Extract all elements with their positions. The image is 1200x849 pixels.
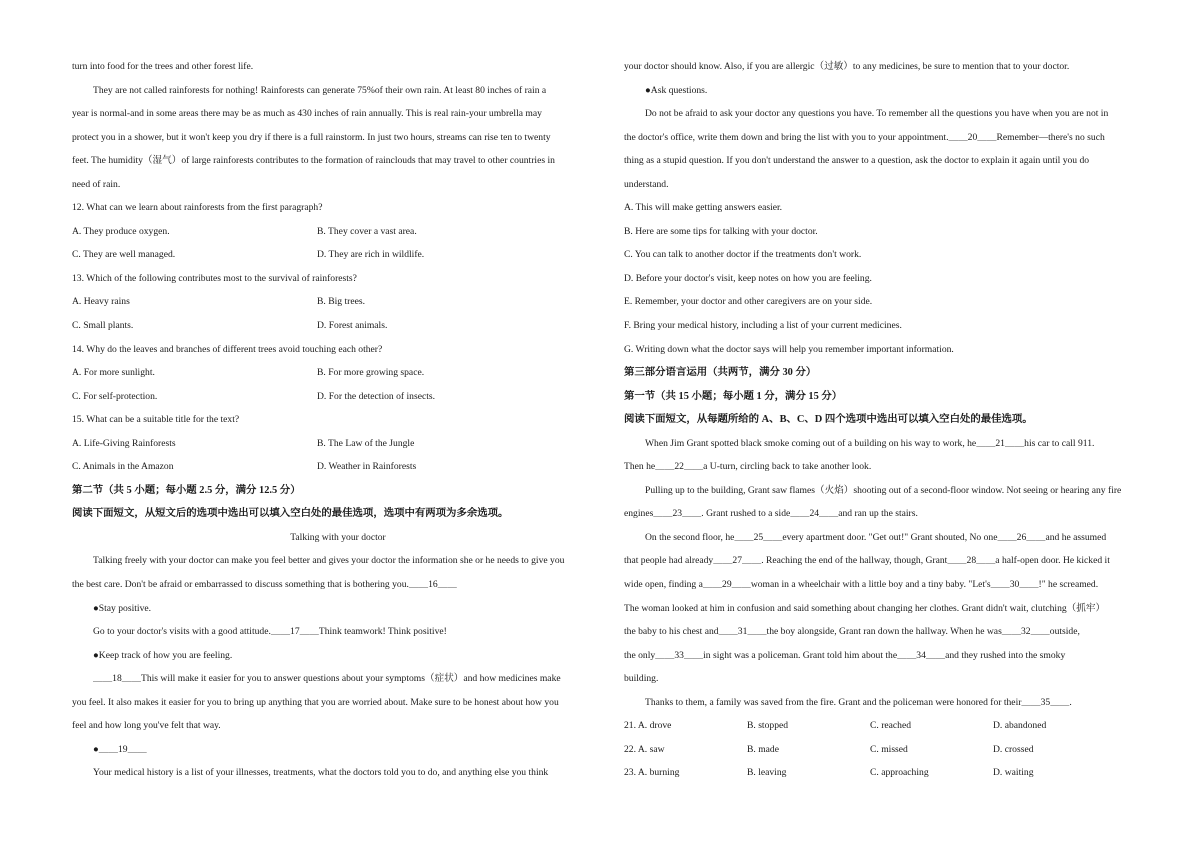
option-text: C. missed [870, 743, 908, 755]
section-heading: 阅读下面短文，从短文后的选项中选出可以填入空白处的最佳选项，选项中有两项为多余选项。 [72, 508, 509, 520]
option-text: C. reached [870, 720, 912, 732]
text-line: ●Stay positive. [93, 602, 152, 614]
option-row [72, 314, 604, 338]
text-line: Do not be afraid to ask your doctor any questions you have. To remember all the questions you have when you are not in [645, 108, 1109, 120]
option-text: A. They produce oxygen. [72, 225, 170, 237]
text-line: the baby to his chest and＿＿31＿＿the boy alongside, Grant ran down the hallway. When he was＿＿32＿＿outside, [624, 626, 1080, 638]
text-line: E. Remember, your doctor and other caregivers are on your side. [624, 296, 873, 308]
text-line: the only＿＿33＿＿in sight was a policeman. Grant told him about the＿＿34＿＿and they rushed into the smoky [624, 649, 1066, 661]
text-line: G. Writing down what the doctor says will help you remember important information. [624, 343, 954, 355]
text-line: that people had already＿＿27＿＿. Reaching the end of the hallway, though, Grant＿＿28＿＿a half-open door. He kicked it [624, 555, 1110, 567]
option-text: D. For the detection of insects. [317, 390, 436, 402]
option-row [72, 455, 604, 479]
text-line: feel and how long you've felt that way. [72, 720, 221, 732]
option-text: A. For more sunlight. [72, 367, 155, 379]
text-line: turn into food for the trees and other forest life. [72, 61, 254, 72]
text-line: On the second floor, he＿＿25＿＿every apartment door. "Get out!" Grant shouted, No one＿＿26＿＿and he assumed [645, 531, 1107, 543]
text-line: understand. [624, 178, 669, 190]
option-text: D. Weather in Rainforests [317, 461, 417, 473]
section-heading: 第二节（共 5 小题；每小题 2.5 分，满分 12.5 分） [72, 484, 301, 496]
option-text: C. Small plants. [72, 320, 134, 332]
text-line: you feel. It also makes it easier for you to bring up anything that you are worried about. Make sure to be honest about how you [72, 696, 559, 708]
option-text: D. waiting [993, 767, 1034, 779]
text-line: feet. The humidity（湿气）of large rainforests contributes to the formation of rainclouds that may travel to other countries in [72, 155, 555, 167]
option-row [72, 361, 604, 385]
option-row [624, 761, 1156, 785]
option-text: B. Big trees. [317, 296, 365, 308]
option-text: D. abandoned [993, 720, 1047, 732]
text-line: C. You can talk to another doctor if the treatments don't work. [624, 249, 862, 261]
text-line: 14. Why do the leaves and branches of different trees avoid touching each other? [72, 343, 383, 355]
text-line: ●Ask questions. [645, 84, 708, 96]
option-text: 23. A. burning [624, 767, 680, 779]
section-heading: 第一节（共 15 小题；每小题 1 分，满分 15 分） [624, 390, 843, 402]
text-line: B. Here are some tips for talking with your doctor. [624, 225, 818, 237]
text-line: F. Bring your medical history, including a list of your current medicines. [624, 320, 902, 332]
option-text: B. They cover a vast area. [317, 225, 417, 237]
option-text: B. leaving [747, 767, 787, 779]
passage-title: Talking with your doctor [290, 531, 386, 543]
text-line: year is normal-and in some areas there may be as much as 430 inches of rain annually. This is real rain-your umbrella may [72, 108, 542, 120]
option-text: B. stopped [747, 720, 789, 732]
option-text: B. For more growing space. [317, 367, 425, 379]
option-text: B. made [747, 743, 779, 755]
option-row [624, 714, 1156, 738]
option-text: A. Life-Giving Rainforests [72, 437, 176, 449]
text-line: A. This will make getting answers easier. [624, 202, 783, 214]
option-text: A. Heavy rains [72, 296, 130, 308]
text-line: 13. Which of the following contributes most to the survival of rainforests? [72, 272, 357, 284]
text-line: 15. What can be a suitable title for the text? [72, 414, 240, 426]
text-line: 12. What can we learn about rainforests from the first paragraph? [72, 202, 323, 214]
option-text: C. They are well managed. [72, 249, 176, 261]
text-line: Then he＿＿22＿＿a U-turn, circling back to take another look. [624, 461, 872, 473]
text-line: Pulling up to the building, Grant saw flames（火焰）shooting out of a second-floor window. Not seeing or hearing any fire [645, 484, 1122, 496]
option-row [72, 243, 604, 267]
right-column [624, 55, 1156, 785]
text-line: Go to your doctor's visits with a good attitude.＿＿17＿＿Think teamwork! Think positive! [93, 626, 447, 638]
text-line: the best care. Don't be afraid or embarrassed to discuss something that is bothering you.＿＿16＿＿ [72, 579, 457, 591]
option-row [72, 385, 604, 409]
option-text: B. The Law of the Jungle [317, 437, 415, 449]
option-text: D. crossed [993, 743, 1034, 755]
option-text: C. Animals in the Amazon [72, 461, 174, 473]
option-text: D. They are rich in wildlife. [317, 249, 425, 261]
text-line: need of rain. [72, 178, 121, 190]
section-heading: 阅读下面短文，从每题所给的 A、B、C、D 四个选项中选出可以填入空白处的最佳选项。 [624, 414, 1033, 426]
option-row [72, 432, 604, 456]
text-line: The woman looked at him in confusion and said something about changing her clothes. Grant didn't wait, clutching（抓牢） [624, 602, 1106, 614]
option-text: 21. A. drove [624, 720, 672, 732]
section-heading: 第三部分语言运用（共两节，满分 30 分） [624, 367, 817, 379]
option-row [72, 220, 604, 244]
text-line: When Jim Grant spotted black smoke coming out of a building on his way to work, he＿＿21＿＿his car to call 911. [645, 437, 1095, 449]
option-text: C. approaching [870, 767, 929, 779]
text-line: your doctor should know. Also, if you are allergic（过敏）to any medicines, be sure to mention that to your doctor. [624, 61, 1070, 72]
text-line: the doctor's office, write them down and bring the list with you to your appointment.＿＿20＿＿Remember—there's no such [624, 131, 1105, 143]
option-row [624, 738, 1156, 762]
option-text: C. For self-protection. [72, 390, 158, 402]
text-line: wide open, finding a＿＿29＿＿woman in a wheelchair with a little boy and a tiny baby. "Let's＿＿30＿＿!" he screamed. [624, 579, 1099, 591]
text-line: Thanks to them, a family was saved from the fire. Grant and the policeman were honored for their＿＿35＿＿. [645, 696, 1072, 708]
text-line: building. [624, 673, 659, 685]
text-line: Your medical history is a list of your illnesses, treatments, what the doctors told you to do, and anything else you think [93, 767, 549, 779]
text-line: thing as a stupid question. If you don't understand the answer to a question, ask the doctor to explain it again until you do [624, 155, 1090, 167]
text-line: Talking freely with your doctor can make you feel better and gives your doctor the information she or he needs to give you [93, 555, 565, 567]
text-line: protect you in a shower, but it won't keep you dry if there is a full rainstorm. In just two hours, streams can rise ten to twenty [72, 131, 551, 143]
option-text: D. Forest animals. [317, 320, 388, 332]
text-line: D. Before your doctor's visit, keep notes on how you are feeling. [624, 272, 872, 284]
text-line: They are not called rainforests for nothing! Rainforests can generate 75%of their own rain. At least 80 inches of rain a [93, 84, 547, 96]
text-line: ＿＿18＿＿This will make it easier for you to answer questions about your symptoms（症状）and how medicines make [93, 673, 561, 685]
text-line: engines＿＿23＿＿. Grant rushed to a side＿＿24＿＿and ran up the stairs. [624, 508, 918, 520]
option-text: 22. A. saw [624, 743, 665, 755]
left-column [72, 55, 604, 785]
text-line: ●＿＿19＿＿ [93, 743, 147, 755]
option-row [72, 290, 604, 314]
text-line: ●Keep track of how you are feeling. [93, 649, 233, 661]
